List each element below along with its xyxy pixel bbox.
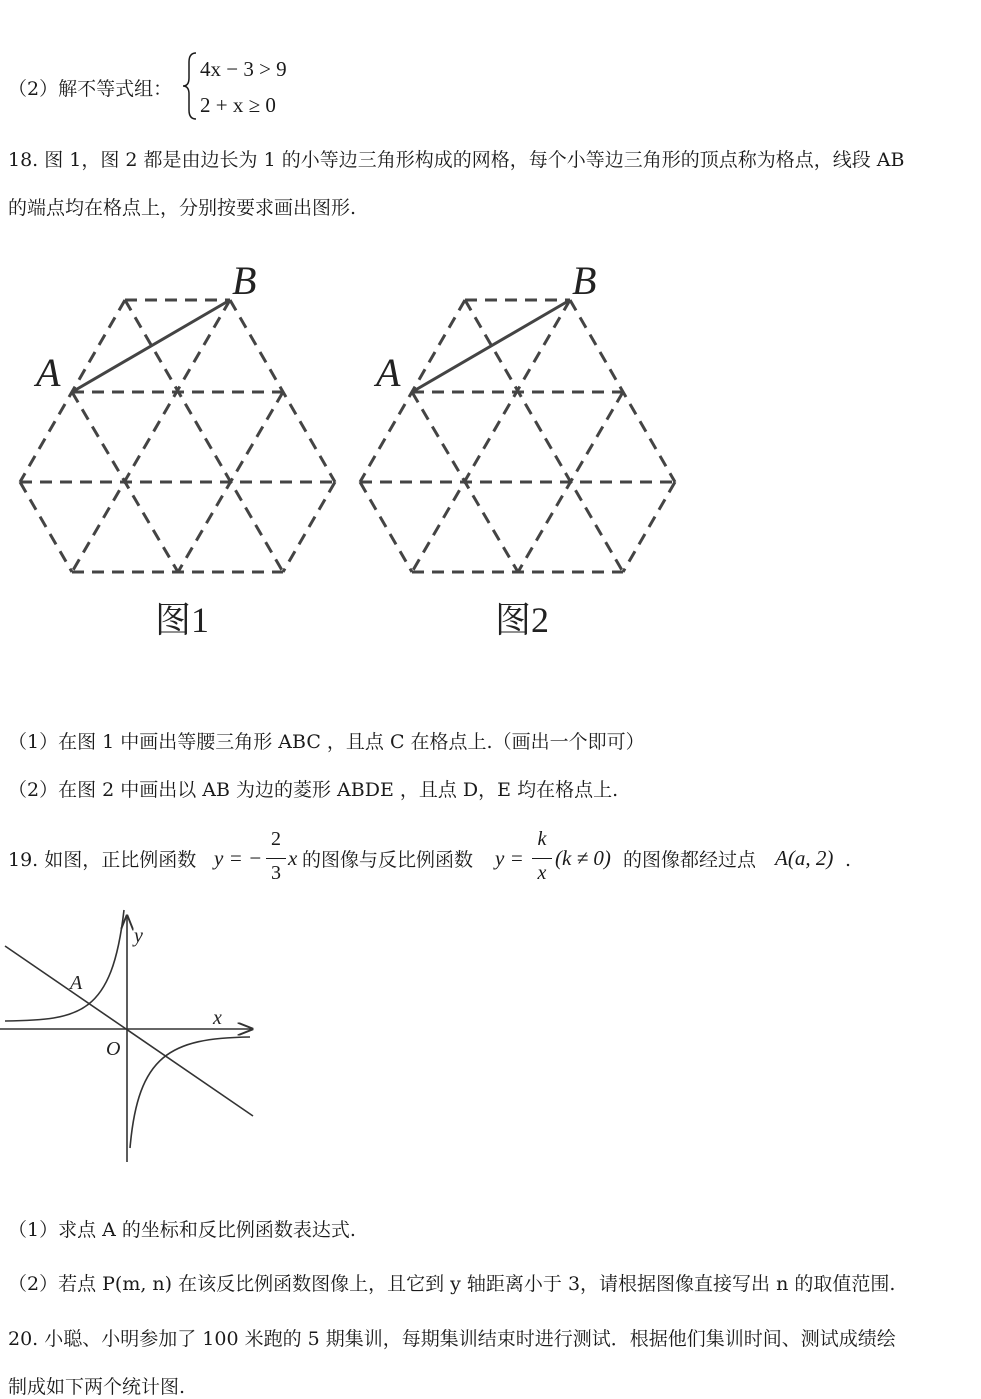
q19-period: . — [845, 849, 852, 871]
q18-stem-line1: 18. 图 1，图 2 都是由边长为 1 的小等边三角形构成的网格，每个小等边三角形的顶点称为格点，线段 AB — [8, 149, 905, 171]
q19-eq2-denominator: x — [537, 862, 547, 884]
q19-eq1-denominator: 3 — [271, 862, 281, 884]
q19-function-graph — [0, 900, 270, 1170]
hyperbola-branch-right — [130, 1037, 250, 1148]
q19-eq1-var: x — [288, 846, 298, 870]
x-axis-label: x — [213, 1007, 222, 1029]
proportional-function-line — [5, 946, 253, 1116]
system-brace — [180, 50, 200, 122]
q19-eq2-fraction-bar — [532, 858, 552, 859]
figure-2 — [340, 250, 690, 650]
origin-label: O — [106, 1038, 121, 1060]
q19-eq2-numerator: k — [537, 828, 547, 850]
hyperbola-branch-left — [5, 910, 124, 1021]
q19-stem-mid: 的图像与反比例函数 — [302, 849, 474, 871]
figure-2-grid — [360, 300, 675, 572]
q18-stem-line2: 的端点均在格点上，分别按要求画出图形. — [8, 197, 357, 219]
q19-part2: （2）若点 P(m, n) 在该反比例函数图像上，且它到 y 轴距离小于 3，请根据图像直接写出 n 的取值范围. — [8, 1273, 896, 1295]
figure-1-caption: 图1 — [155, 600, 210, 640]
q19-point-a: A(a, 2) — [775, 846, 834, 870]
q19-eq1-lhs: y = − — [214, 846, 263, 870]
figure-2-segment-ab — [412, 300, 570, 392]
figure-1-label-a: A — [36, 350, 61, 395]
inequality-2: 2 + x ≥ 0 — [200, 93, 276, 117]
inequality-1: 4x − 3 > 9 — [200, 57, 287, 81]
q18-part2: （2）在图 2 中画出以 AB 为边的菱形 ABDE ，且点 D，E 均在格点上. — [8, 779, 619, 801]
figure-2-label-a: A — [376, 350, 401, 395]
q18-part1: （1）在图 1 中画出等腰三角形 ABC ，且点 C 在格点上.（画出一个即可） — [8, 731, 645, 753]
q19-eq1-fraction-bar — [266, 858, 286, 859]
q19-part1: （1）求点 A 的坐标和反比例函数表达式. — [8, 1219, 356, 1241]
q19-stem-suffix: 的图像都经过点 — [623, 849, 757, 871]
q20-stem-line2: 制成如下两个统计图. — [8, 1376, 186, 1398]
figure-1-grid — [20, 300, 335, 572]
q19-eq2-condition: (k ≠ 0) — [555, 846, 611, 870]
y-axis-label: y — [134, 925, 143, 947]
figure-1-label-b: B — [232, 258, 257, 303]
figure-1-segment-ab — [72, 300, 230, 392]
q20-stem-line1: 20. 小聪、小明参加了 100 米跑的 5 期集训，每期集训结束时进行测试．根据他们集训时间、测试成绩绘 — [8, 1328, 896, 1350]
figure-1 — [0, 250, 350, 650]
figure-2-label-b: B — [572, 258, 597, 303]
q19-eq2-lhs: y = — [495, 846, 524, 870]
point-a-label: A — [70, 972, 83, 994]
q17-part2-label: （2）解不等式组： — [8, 78, 173, 100]
figure-2-caption: 图2 — [495, 600, 550, 640]
q19-eq1-numerator: 2 — [271, 828, 281, 850]
q19-stem-prefix: 19. 如图，正比例函数 — [8, 849, 197, 871]
